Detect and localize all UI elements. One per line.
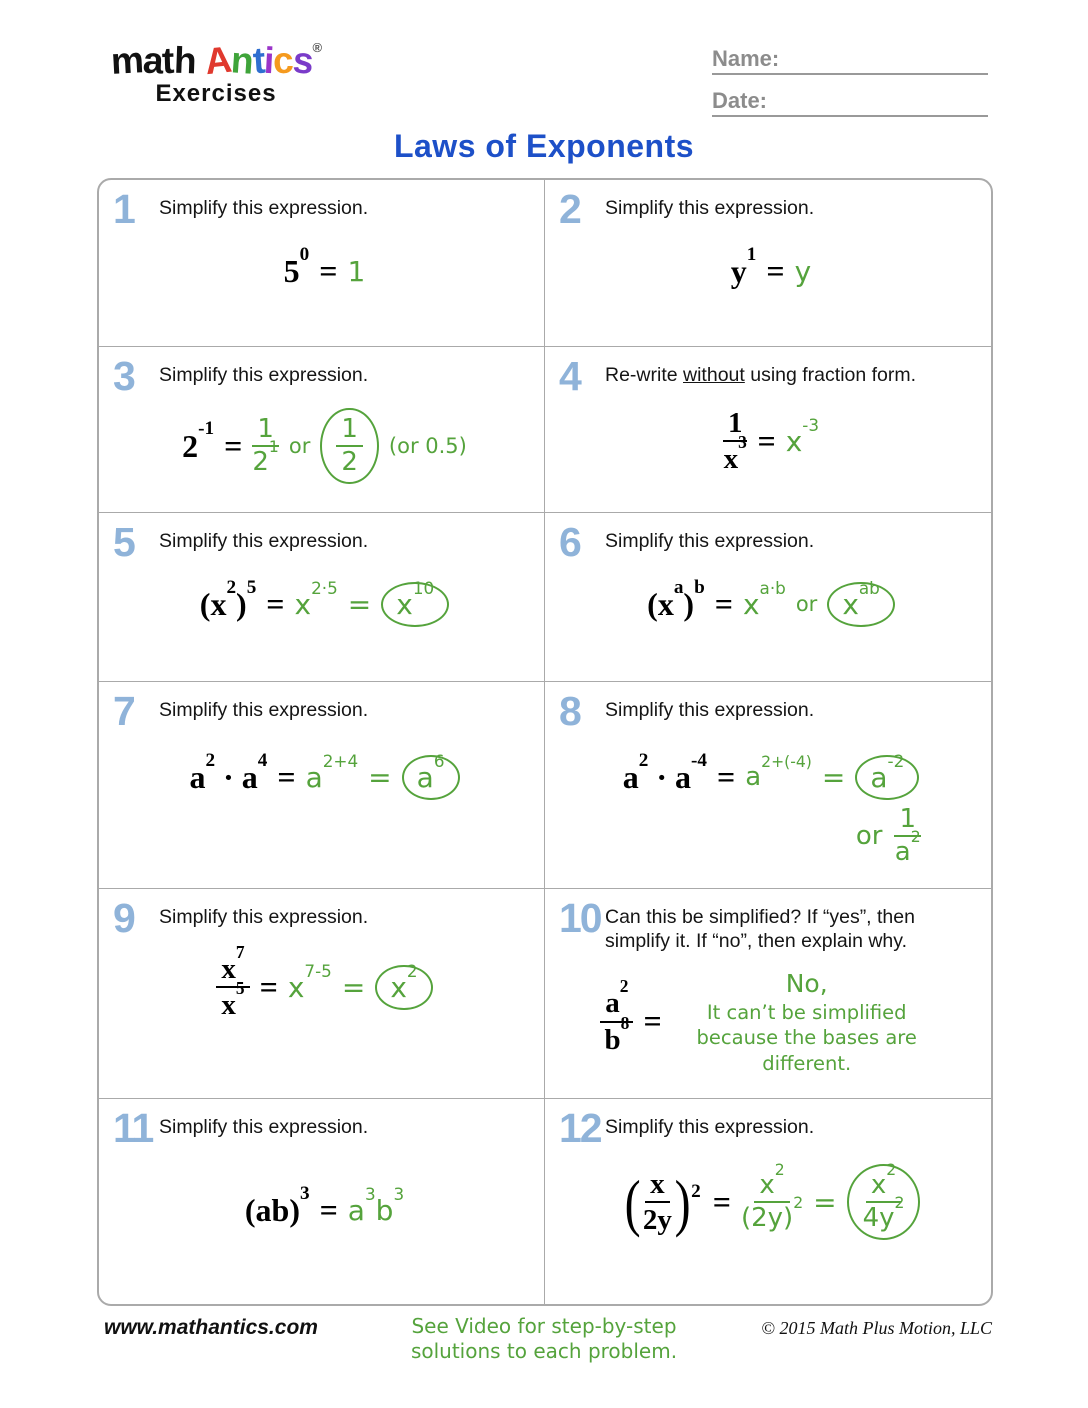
expression: $a^2 \cdot a^4$: [189, 749, 268, 795]
logo-letter: t: [161, 39, 175, 82]
problem-number: 9: [113, 895, 134, 941]
expression: (ab)$^3$: [244, 1182, 310, 1228]
answer-step: $x^{7-5}$: [287, 961, 332, 1004]
problem-prompt: Simplify this expression.: [159, 906, 369, 928]
problem-number: 2: [559, 186, 580, 232]
logo-wordmark: [96, 40, 336, 82]
answer: 1: [347, 254, 366, 288]
math-expression: [559, 1160, 983, 1241]
or-text: or: [855, 821, 883, 852]
math-expression: [113, 1182, 536, 1229]
expression-fraction: $\frac{x^7}{x^5}$: [216, 954, 249, 1021]
circled-answer: [847, 1160, 921, 1241]
problem-prompt: Re-write without using fraction form.: [605, 364, 917, 386]
answer-step: $x^{a\cdot b}$: [742, 578, 786, 621]
answer-fraction: $\frac{x^2}{4y^2}$: [862, 1160, 905, 1234]
equals-sign: =: [757, 422, 776, 459]
expression: $2^{-1}$: [182, 418, 215, 464]
math-expression: [559, 968, 983, 1077]
registered-mark: ®: [312, 40, 322, 55]
problem-number: 6: [559, 519, 580, 565]
equals-sign: =: [368, 760, 392, 794]
math-expression: [113, 576, 536, 627]
problem-2-card: [545, 180, 991, 346]
problem-prompt: Simplify this expression.: [605, 1116, 815, 1138]
see-video-note: See Video for step-by-step solutions to each problem.: [410, 1314, 678, 1363]
name-date-block: [712, 46, 988, 130]
equals-sign: =: [766, 252, 785, 289]
expression: ( $\frac{x}{2y}$ ) $^2$: [624, 1166, 701, 1238]
math-expression: [113, 749, 536, 800]
equals-sign: =: [821, 760, 846, 794]
math-expression: [559, 749, 983, 800]
alternate-answer: [559, 803, 983, 868]
name-label: Name:: [712, 46, 780, 71]
problem-7-card: [99, 681, 545, 888]
equals-sign: =: [347, 587, 372, 621]
logo-letter: s: [291, 39, 315, 82]
answer-step: $a^{2+4}$: [305, 751, 359, 794]
problem-prompt: Simplify this expression.: [159, 1116, 369, 1138]
equals-sign: =: [717, 758, 736, 795]
circled-answer: $x^{10}$: [381, 582, 449, 627]
logo-letter: h: [173, 39, 197, 82]
website-link[interactable]: www.mathantics.com: [104, 1316, 318, 1339]
problem-number: 3: [113, 353, 134, 399]
answer: $x^{-3}$: [785, 415, 820, 458]
logo-letter: A: [203, 38, 234, 83]
equals-sign: =: [266, 585, 285, 622]
equals-sign: =: [224, 427, 243, 464]
copyright-text: © 2015 Math Plus Motion, LLC: [761, 1318, 992, 1338]
problem-prompt: Simplify this expression.: [605, 699, 815, 721]
expression-fraction: $\frac{a^2}{b^8}$: [600, 988, 633, 1055]
equals-sign: =: [643, 1003, 662, 1040]
problem-1-card: [99, 180, 545, 346]
answer: y: [794, 254, 812, 288]
problem-4-card: [545, 346, 991, 512]
logo-letter: i: [262, 39, 275, 82]
problem-5-card: [99, 512, 545, 681]
problem-number: 10: [559, 895, 601, 941]
problems-grid: [97, 178, 993, 1306]
problem-10-card: [545, 888, 991, 1098]
logo-letter: t: [251, 39, 266, 82]
page-title: Laws of Exponents: [393, 128, 695, 164]
problem-prompt: Simplify this expression.: [159, 699, 369, 721]
math-expression: [559, 243, 983, 290]
answer-fraction: $\frac{1}{2^1}$: [252, 413, 279, 478]
problem-12-card: [545, 1098, 991, 1304]
problem-number: 4: [559, 353, 580, 399]
expression: $y^1$: [730, 243, 757, 289]
written-answer: No, It can’t be simplified because the bases are different.: [696, 968, 917, 1075]
problem-number: 11: [113, 1105, 153, 1151]
logo-letter: a: [141, 39, 164, 82]
or-text: or: [288, 434, 311, 459]
logo-letter: n: [229, 39, 255, 82]
date-field[interactable]: [712, 88, 988, 117]
equals-sign: =: [813, 1185, 837, 1219]
circled-answer: $a^6$: [402, 755, 460, 800]
logo-subtitle: Exercises: [155, 80, 277, 107]
expression: $(x^2)^5$: [199, 576, 257, 622]
math-expression: [559, 576, 983, 627]
circled-answer: [320, 408, 379, 485]
equals-sign: =: [712, 1183, 731, 1220]
circled-answer: $x^{ab}$: [827, 582, 895, 627]
equals-sign: =: [259, 968, 278, 1005]
math-antics-logo: [96, 40, 336, 108]
equals-sign: =: [277, 758, 296, 795]
answer-fraction: $\frac{1}{a^2}$: [894, 803, 921, 868]
problem-8-card: [545, 681, 991, 888]
equals-sign: =: [319, 252, 338, 289]
expression: $a^2 \cdot a^{-4}$: [622, 749, 707, 795]
expression: $5^0$: [283, 243, 310, 289]
or-text: or: [795, 592, 818, 617]
problem-number: 8: [559, 688, 580, 734]
problem-6-card: [545, 512, 991, 681]
problem-prompt: Simplify this expression.: [159, 530, 369, 552]
equals-sign: =: [341, 970, 366, 1004]
math-expression: [113, 243, 536, 290]
circled-answer: $a^{-2}$: [855, 755, 919, 800]
math-expression: [113, 941, 536, 1022]
name-field[interactable]: [712, 46, 988, 75]
circled-answer: $x^2$: [375, 965, 432, 1010]
equals-sign: =: [319, 1191, 338, 1228]
answer-step-fraction: $\frac{x^2}{(2y)^2}$: [740, 1160, 804, 1234]
problem-9-card: [99, 888, 545, 1098]
problem-number: 5: [113, 519, 134, 565]
answer-step: $a^{2+(-4)}$: [745, 753, 812, 793]
problem-prompt: Can this be simplified? If “yes”, then simplify it. If “no”, then explain why.: [605, 906, 915, 952]
problem-3-card: [99, 346, 545, 512]
equals-sign: =: [714, 585, 733, 622]
problem-number: 7: [113, 688, 134, 734]
answer-step: $x^{2\cdot 5}$: [294, 578, 338, 621]
answer-note: (or 0.5): [388, 434, 467, 459]
expression: $(x^a)^b$: [647, 576, 705, 622]
logo-letter: m: [109, 39, 144, 82]
problem-prompt: Simplify this expression.: [605, 197, 815, 219]
math-expression: [113, 408, 536, 485]
logo-letter: c: [272, 39, 294, 82]
problem-number: 1: [113, 186, 134, 232]
problem-number: 12: [559, 1105, 601, 1151]
math-expression: [559, 408, 983, 475]
expression-fraction: $\frac{1}{x^3}$: [723, 406, 747, 476]
problem-prompt: Simplify this expression.: [159, 197, 369, 219]
problem-prompt: Simplify this expression.: [605, 530, 815, 552]
answer: $a^3b^3$: [347, 1184, 405, 1227]
answer-fraction: $\frac{1}{2}$: [336, 416, 363, 477]
date-label: Date:: [712, 88, 768, 113]
problem-11-card: [99, 1098, 545, 1304]
problem-prompt: Simplify this expression.: [159, 364, 369, 386]
